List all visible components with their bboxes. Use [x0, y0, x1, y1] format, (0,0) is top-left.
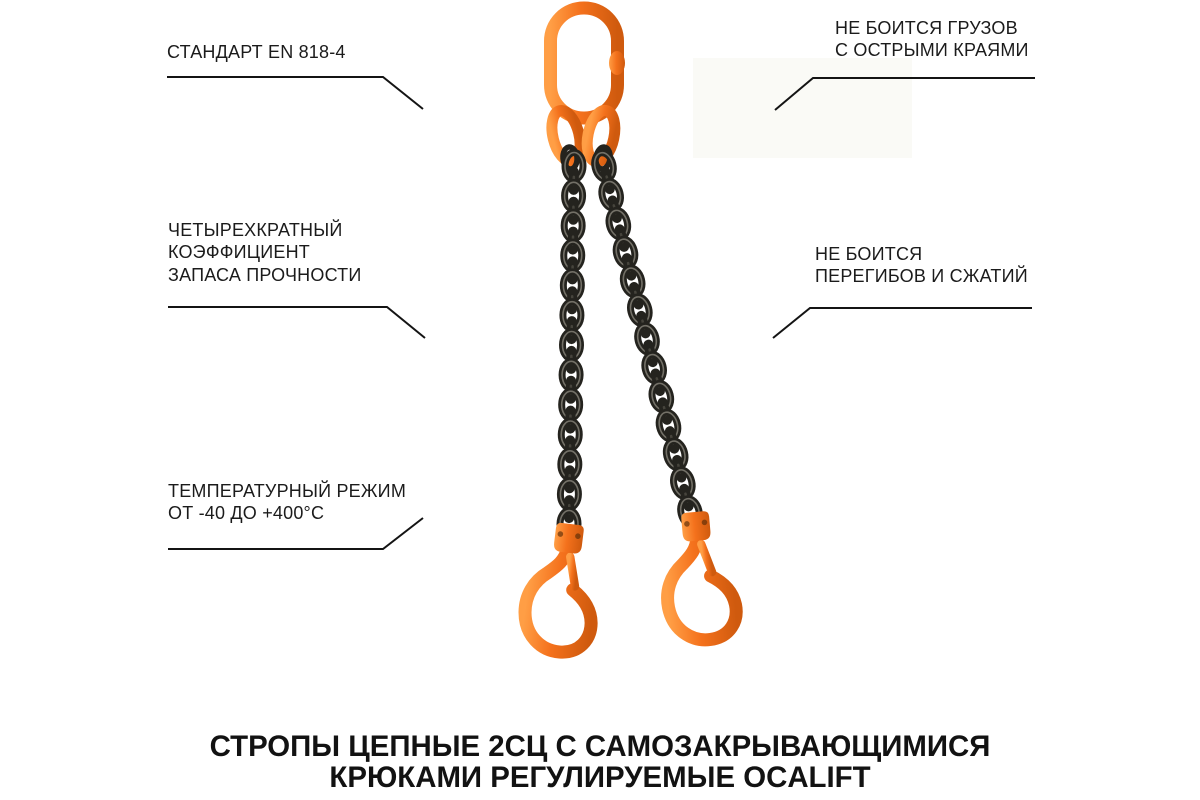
callout-line-safety-factor [168, 307, 425, 338]
callout-bending-label [815, 243, 1028, 288]
callout-safety-factor-label [168, 219, 362, 286]
chain-leg-right [592, 151, 702, 528]
callout-standard-line1: СТАНДАРТ EN 818-4 [167, 42, 346, 62]
product-title [0, 731, 1200, 793]
callout-bending-line2: ПЕРЕГИБОВ И СЖАТИЙ [815, 266, 1028, 287]
chain-leg-left [560, 152, 583, 537]
callout-sharp-edges-line1: НЕ БОИТСЯ ГРУЗОВ [835, 18, 1018, 38]
callout-standard-label [167, 41, 346, 63]
callout-line-bending [773, 308, 1032, 338]
self-locking-hook-left [520, 520, 603, 656]
callout-safety-factor-line3: ЗАПАСА ПРОЧНОСТИ [168, 264, 362, 285]
callout-safety-factor-line1: ЧЕТЫРЕХКРАТНЫЙ [168, 220, 343, 240]
callout-sharp-edges-label [835, 17, 1029, 62]
self-locking-hook-right [660, 509, 738, 643]
master-link [551, 8, 618, 118]
callout-line-standard [167, 77, 423, 109]
callout-sharp-edges-line2: С ОСТРЫМИ КРАЯМИ [835, 40, 1029, 61]
callout-temperature-line2: ОТ -40 ДО +400°С [168, 503, 325, 524]
callout-temperature-label [168, 480, 406, 525]
photo-background-edge [693, 58, 912, 158]
product-title-line2: КРЮКАМИ РЕГУЛИРУЕМЫЕ OCALIFT [329, 761, 871, 794]
callout-safety-factor-line2: КОЭФФИЦИЕНТ [168, 242, 310, 263]
callout-bending-line1: НЕ БОИТСЯ [815, 244, 923, 264]
callout-temperature-line1: ТЕМПЕРАТУРНЫЙ РЕЖИМ [168, 481, 407, 501]
master-link-weld [609, 51, 625, 75]
product-title-line1: СТРОПЫ ЦЕПНЫЕ 2СЦ С САМОЗАКРЫВАЮЩИМИСЯ [209, 730, 991, 763]
